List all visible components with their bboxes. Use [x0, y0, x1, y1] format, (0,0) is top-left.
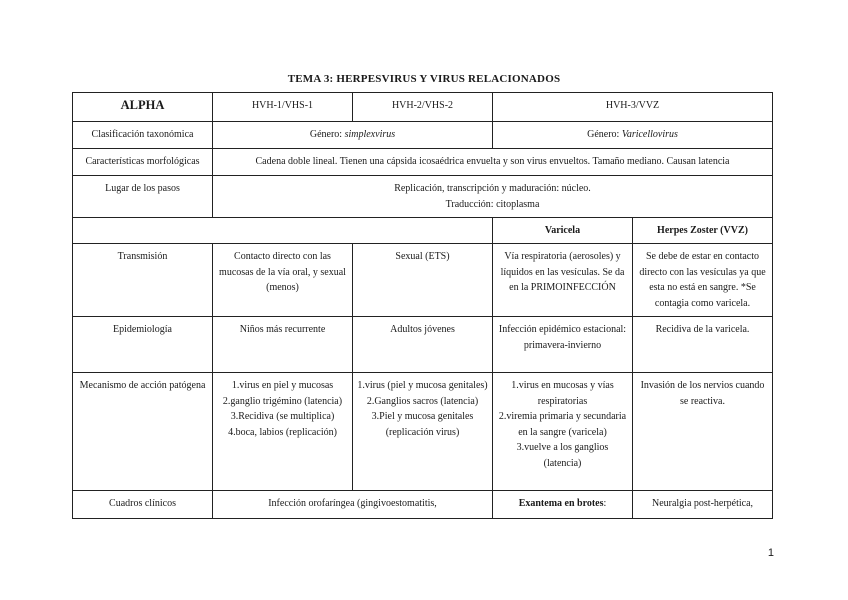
exantema-colon: :: [603, 498, 607, 509]
exantema-bold: Exantema en brotes: [518, 498, 604, 509]
epidemiologia-row: [73, 317, 773, 373]
cuadros-simplex: Infección orofaríngea (gingivoestomatitis,: [213, 491, 493, 519]
document-title: TEMA 3: HERPESVIRUS Y VIRUS RELACIONADOS: [287, 73, 561, 85]
mecanismo-hvh1-step: 4.boca, labios (replicación): [228, 426, 337, 438]
alpha-header: ALPHA: [73, 93, 213, 122]
cuadros-row: [73, 491, 773, 519]
subheader-row: [73, 218, 773, 244]
morfologicas-row: [73, 149, 773, 176]
mecanismo-varicela-step: 2.viremia primaria y secundaria en la sangre (varicela): [498, 411, 627, 438]
transmision-label: Transmisión: [73, 244, 213, 317]
mecanismo-hvh1-step: 1.virus en piel y mucosas: [231, 380, 334, 391]
cuadros-varicela: [493, 491, 633, 519]
mecanismo-varicela-step: 1.virus en mucosas y vías respiratorias: [511, 380, 614, 407]
mecanismo-hvh1: [213, 373, 353, 491]
pasos-line-2: Traducción: citoplasma: [445, 198, 540, 210]
mecanismo-zoster: Invasión de los nervios cuando se reactiva.: [633, 373, 773, 491]
epidemiologia-zoster: Recidiva de la varicela.: [633, 317, 773, 373]
epidemiologia-label: Epidemiología: [73, 317, 213, 373]
transmision-hvh2: Sexual (ETS): [353, 244, 493, 317]
cuadros-label: Cuadros clínicos: [73, 491, 213, 519]
epidemiologia-varicela: Infección epidémico estacional: primavera-invierno: [493, 317, 633, 373]
pasos-label: Lugar de los pasos: [73, 176, 213, 218]
mecanismo-hvh1-step: 2.ganglio trigémino (latencia): [222, 395, 343, 407]
pasos-text: [213, 176, 773, 218]
mecanismo-label: Mecanismo de acción patógena: [73, 373, 213, 491]
pasos-line-1: Replicación, transcripción y maduración: núcleo.: [394, 183, 591, 194]
page-number: 1: [767, 547, 774, 559]
mecanismo-varicela-step: 3.vuelve a los ganglios (latencia): [516, 442, 609, 469]
genero-prefix: Género:: [309, 129, 345, 140]
cuadros-zoster: Neuralgia post-herpética,: [633, 491, 773, 519]
hvh2-header: HVH-2/VHS-2: [353, 93, 493, 122]
mecanismo-row: [73, 373, 773, 491]
transmision-hvh1: Contacto directo con las mucosas de la vía oral, y sexual (menos): [213, 244, 353, 317]
epidemiologia-hvh2: Adultos jóvenes: [353, 317, 493, 373]
genero-prefix: Género:: [587, 129, 622, 140]
mecanismo-hvh2-step: 3.Piel y mucosa genitales (replicación virus): [371, 411, 474, 438]
mecanismo-hvh1-step: 3.Recidiva (se multiplica): [230, 411, 335, 422]
simplexvirus-genus: simplexvirus: [344, 129, 396, 140]
epidemiologia-hvh1: Niños más recurrente: [213, 317, 353, 373]
clasificacion-varicello: [493, 122, 773, 149]
zoster-subheader: Herpes Zoster (VVZ): [633, 218, 773, 244]
mecanismo-hvh2-step: 2.Ganglios sacros (latencia): [366, 395, 479, 407]
clasificacion-row: [73, 122, 773, 149]
subheader-empty: [73, 218, 493, 244]
mecanismo-hvh2: [353, 373, 493, 491]
mecanismo-varicela: [493, 373, 633, 491]
hvh1-header: HVH-1/VHS-1: [213, 93, 353, 122]
varicellovirus-genus: Varicellovirus: [621, 129, 678, 140]
transmision-varicela: Vía respiratoria (aerosoles) y líquidos en las vesículas. Se da en la PRIMOINFECCIÓN: [493, 244, 633, 317]
morfologicas-text: Cadena doble lineal. Tienen una cápsida icosaédrica envuelta y son virus envueltos. Tamaño mediano. Causan latencia: [213, 149, 773, 176]
clasificacion-label: Clasificación taxonómica: [73, 122, 213, 149]
mecanismo-hvh2-step: 1.virus (piel y mucosa genitales): [357, 380, 488, 391]
clasificacion-simplex: [213, 122, 493, 149]
hvh3-header: HVH-3/VVZ: [493, 93, 773, 122]
morfologicas-label: Características morfológicas: [73, 149, 213, 176]
transmision-zoster: Se debe de estar en contacto directo con las vesículas ya que esta no está en sangre. *Se contagia como varicela.: [633, 244, 773, 317]
herpesvirus-table: [72, 92, 773, 519]
pasos-row: [73, 176, 773, 218]
transmision-row: [73, 244, 773, 317]
header-row: [73, 93, 773, 122]
varicela-subheader: Varicela: [493, 218, 633, 244]
